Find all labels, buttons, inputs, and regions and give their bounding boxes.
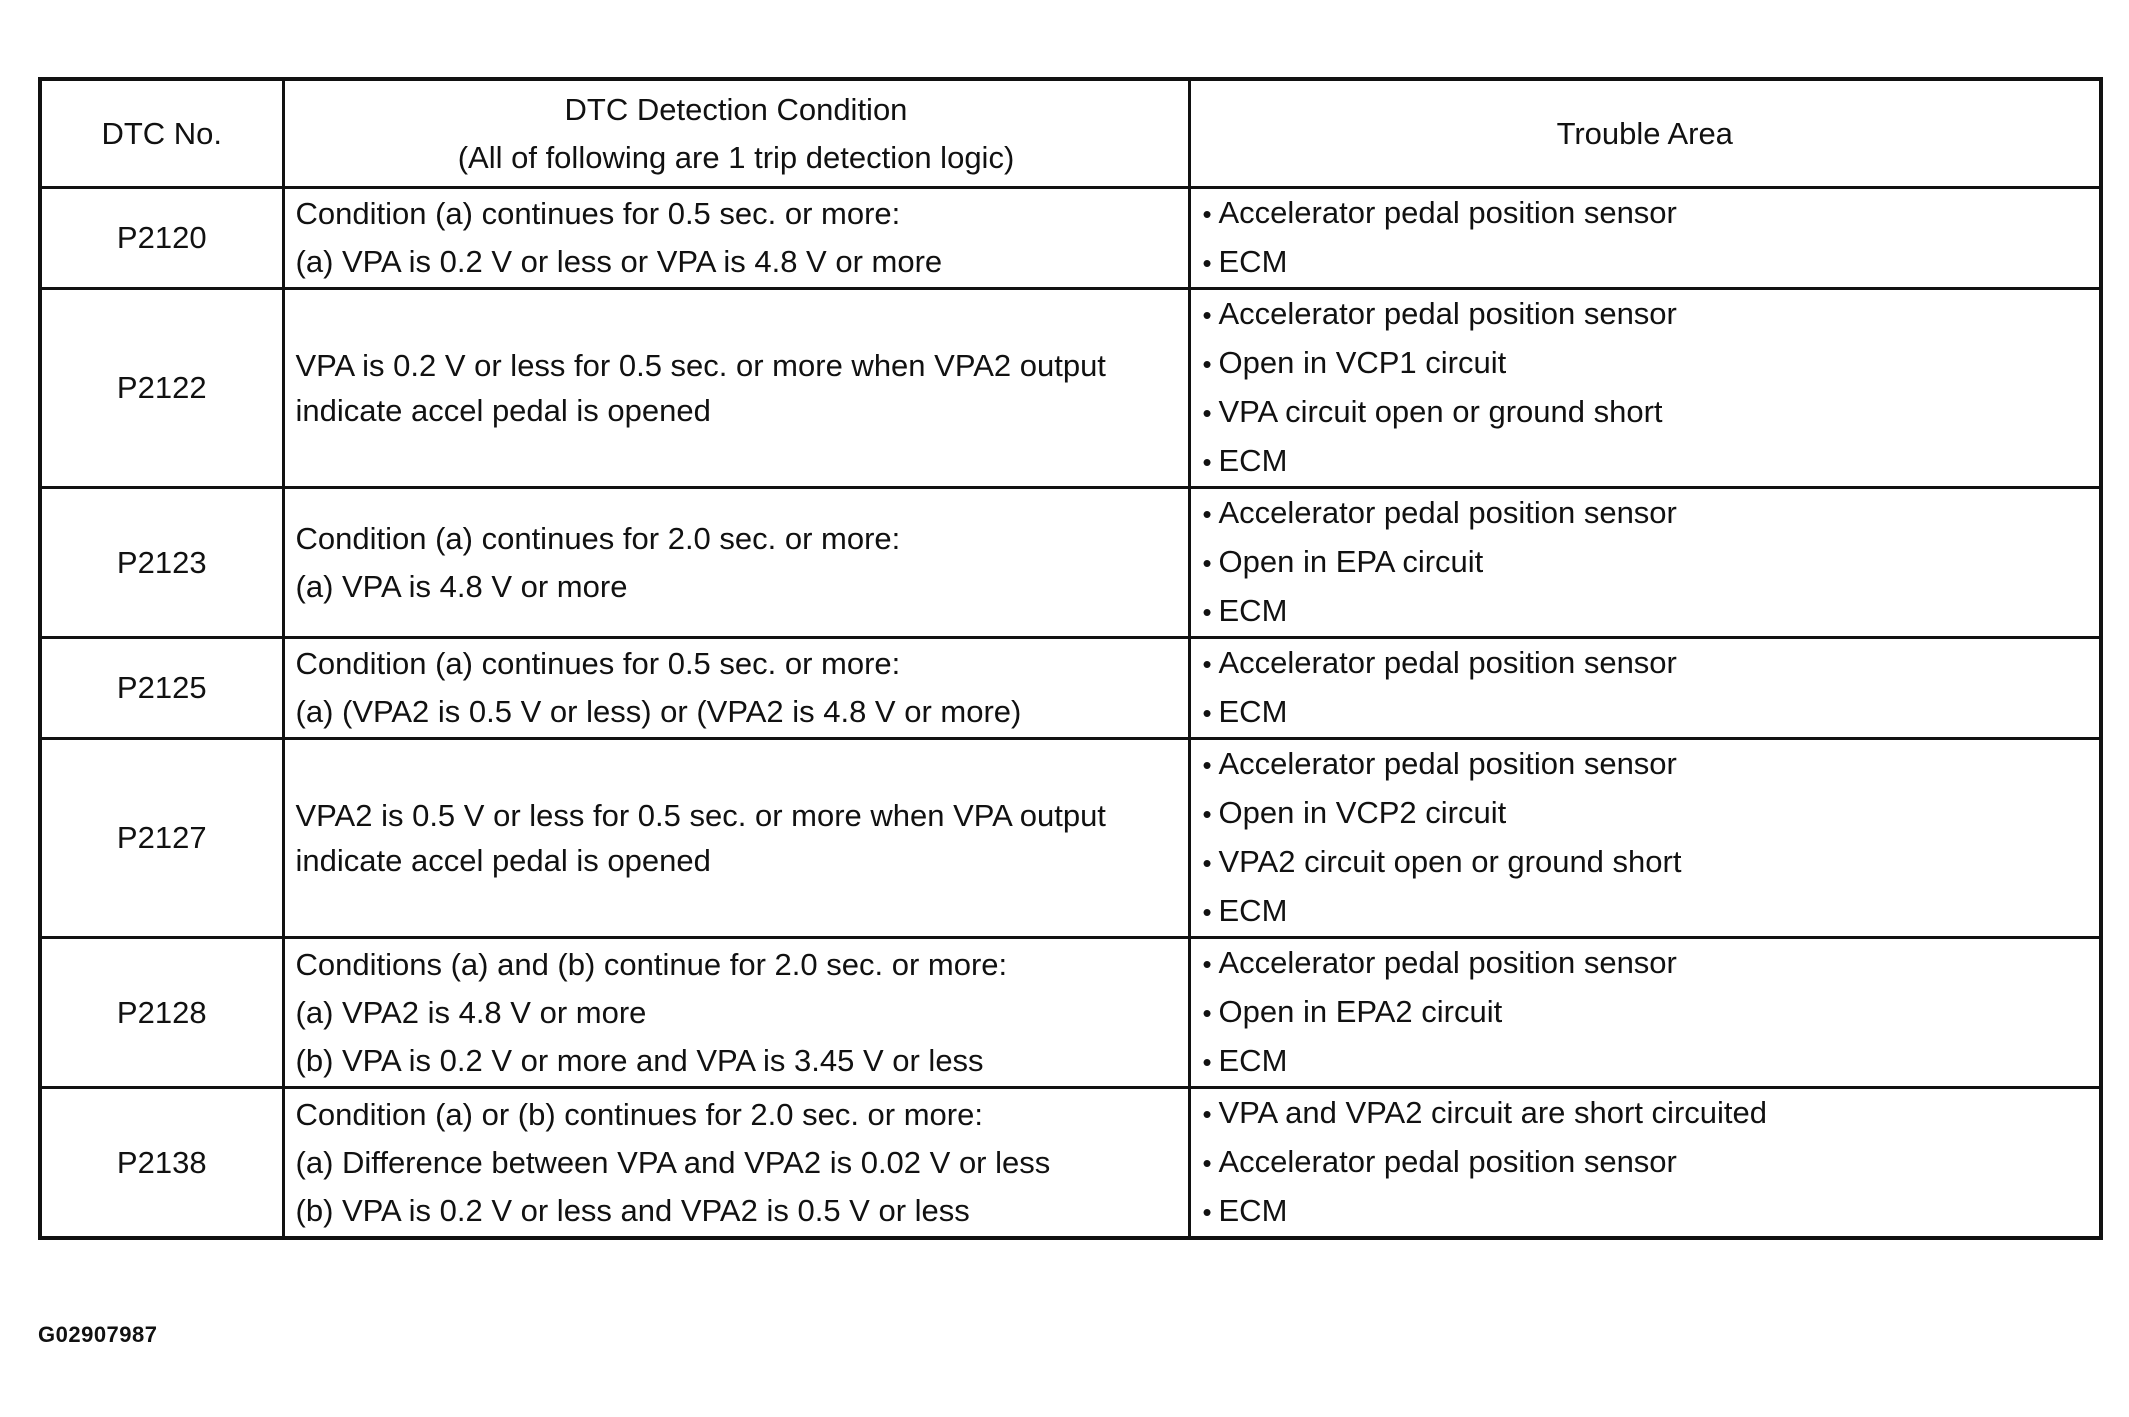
trouble-area-item (1203, 437, 2100, 486)
trouble-area-text: Accelerator pedal position sensor (1218, 1144, 1677, 1179)
header-trouble-area: Trouble Area (1189, 79, 2101, 188)
figure-id: G02907987 (38, 1322, 158, 1347)
trouble-area-text: ECM (1218, 893, 1288, 928)
condition-line: (b) VPA is 0.2 V or less and VPA2 is 0.5 V or less (295, 1192, 970, 1228)
trouble-area-item (1203, 587, 2100, 636)
trouble-area-text: Accelerator pedal position sensor (1218, 746, 1677, 781)
detection-condition-cell (283, 938, 1189, 1088)
bullet-icon: • (1202, 848, 1212, 878)
condition-line: (a) (VPA2 is 0.5 V or less) or (VPA2 is 4.8 V or more) (295, 694, 1022, 729)
condition-line: (a) Difference between VPA and VPA2 is 0.02 V or less (295, 1144, 1051, 1180)
detection-condition-cell (283, 488, 1189, 638)
bullet-icon: • (1202, 597, 1212, 627)
condition-line: Condition (a) continues for 0.5 sec. or more: (295, 196, 901, 231)
bullet-icon: • (1202, 1197, 1212, 1227)
bullet-icon: • (1202, 1047, 1212, 1077)
trouble-area-item (1203, 838, 2100, 887)
bullet-icon: • (1202, 248, 1212, 278)
bullet-icon: • (1202, 897, 1212, 927)
trouble-area-text: ECM (1218, 694, 1288, 729)
dtc-code-cell: P2138 (40, 1088, 283, 1239)
condition-line: indicate accel pedal is opened (295, 843, 711, 878)
trouble-area-item (1203, 1037, 2100, 1086)
table-row (40, 1088, 2101, 1239)
detection-condition-cell (283, 739, 1189, 938)
trouble-area-text: VPA circuit open or ground short (1218, 394, 1663, 429)
trouble-area-text: Open in VCP2 circuit (1218, 795, 1507, 830)
trouble-area-cell (1189, 188, 2101, 289)
trouble-area-item (1203, 538, 2100, 587)
condition-line: (b) VPA is 0.2 V or more and VPA is 3.45 V or less (295, 1042, 984, 1078)
trouble-area-text: Accelerator pedal position sensor (1218, 296, 1677, 331)
bullet-icon: • (1202, 1099, 1212, 1129)
trouble-area-text: VPA2 circuit open or ground short (1218, 844, 1682, 879)
trouble-area-item (1203, 489, 2100, 538)
trouble-area-cell (1189, 638, 2101, 739)
table-row (40, 289, 2101, 488)
trouble-area-item (1203, 639, 2100, 688)
condition-line: Conditions (a) and (b) continue for 2.0 sec. or more: (295, 946, 1008, 982)
condition-line: Condition (a) continues for 0.5 sec. or more: (295, 646, 901, 681)
bullet-icon: • (1202, 398, 1212, 428)
trouble-area-text: ECM (1218, 1043, 1288, 1078)
trouble-area-item (1203, 988, 2100, 1037)
detection-condition-cell (283, 188, 1189, 289)
trouble-area-cell (1189, 739, 2101, 938)
bullet-icon: • (1202, 548, 1212, 578)
trouble-area-cell (1189, 1088, 2101, 1239)
dtc-code-cell: P2125 (40, 638, 283, 739)
dtc-code-cell: P2122 (40, 289, 283, 488)
trouble-area-item (1203, 740, 2100, 789)
detection-condition-cell (283, 289, 1189, 488)
trouble-area-item (1203, 939, 2100, 988)
detection-condition-cell (283, 638, 1189, 739)
dtc-code-cell: P2128 (40, 938, 283, 1088)
trouble-area-cell (1189, 289, 2101, 488)
trouble-area-text: ECM (1218, 244, 1288, 279)
dtc-code-cell: P2123 (40, 488, 283, 638)
trouble-area-item (1203, 1187, 2100, 1236)
header-condition-title: DTC Detection Condition (564, 91, 908, 127)
condition-line: (a) VPA is 0.2 V or less or VPA is 4.8 V or more (295, 244, 943, 279)
table-row (40, 488, 2101, 638)
dtc-table (38, 77, 2103, 1240)
header-dtc-no: DTC No. (40, 79, 283, 188)
condition-line: (a) VPA2 is 4.8 V or more (295, 994, 647, 1030)
bullet-icon: • (1202, 750, 1212, 780)
bullet-icon: • (1202, 998, 1212, 1028)
table-row (40, 739, 2101, 938)
condition-line: VPA is 0.2 V or less for 0.5 sec. or more when VPA2 output (295, 348, 1106, 383)
bullet-icon: • (1202, 698, 1212, 728)
trouble-area-text: ECM (1218, 443, 1288, 478)
condition-line: VPA2 is 0.5 V or less for 0.5 sec. or more when VPA output (295, 798, 1106, 833)
condition-line: Condition (a) continues for 2.0 sec. or more: (295, 520, 901, 556)
trouble-area-text: VPA and VPA2 circuit are short circuited (1218, 1095, 1767, 1130)
trouble-area-text: ECM (1218, 1193, 1288, 1228)
dtc-code-cell: P2127 (40, 739, 283, 938)
dtc-code-cell: P2120 (40, 188, 283, 289)
trouble-area-text: Open in VCP1 circuit (1218, 345, 1507, 380)
bullet-icon: • (1202, 649, 1212, 679)
table-header-row (40, 79, 2101, 188)
bullet-icon: • (1202, 447, 1212, 477)
trouble-area-text: Accelerator pedal position sensor (1218, 645, 1677, 680)
trouble-area-item (1203, 887, 2100, 936)
detection-condition-cell (283, 1088, 1189, 1239)
trouble-area-text: Open in EPA2 circuit (1218, 994, 1503, 1029)
trouble-area-cell (1189, 938, 2101, 1088)
trouble-area-text: Open in EPA circuit (1218, 544, 1484, 579)
trouble-area-item (1203, 688, 2100, 737)
trouble-area-text: Accelerator pedal position sensor (1218, 945, 1677, 980)
table-row (40, 638, 2101, 739)
header-condition-subtitle: (All of following are 1 trip detection logic) (457, 139, 1015, 175)
condition-line: indicate accel pedal is opened (295, 393, 711, 428)
trouble-area-text: Accelerator pedal position sensor (1218, 195, 1677, 230)
bullet-icon: • (1202, 349, 1212, 379)
bullet-icon: • (1202, 949, 1212, 979)
trouble-area-text: Accelerator pedal position sensor (1218, 495, 1677, 530)
trouble-area-item (1203, 388, 2100, 437)
bullet-icon: • (1202, 300, 1212, 330)
trouble-area-item (1203, 339, 2100, 388)
trouble-area-cell (1189, 488, 2101, 638)
trouble-area-item (1203, 789, 2100, 838)
condition-line: (a) VPA is 4.8 V or more (295, 568, 628, 604)
condition-line: Condition (a) or (b) continues for 2.0 sec. or more: (295, 1096, 983, 1132)
trouble-area-text: ECM (1218, 593, 1288, 628)
trouble-area-item (1203, 1089, 2100, 1138)
bullet-icon: • (1202, 199, 1212, 229)
trouble-area-item (1203, 189, 2100, 238)
header-detection-condition (283, 79, 1189, 188)
bullet-icon: • (1202, 499, 1212, 529)
table-row (40, 188, 2101, 289)
trouble-area-item (1203, 290, 2100, 339)
bullet-icon: • (1202, 799, 1212, 829)
table-row (40, 938, 2101, 1088)
trouble-area-item (1203, 238, 2100, 287)
bullet-icon: • (1202, 1148, 1212, 1178)
trouble-area-item (1203, 1138, 2100, 1187)
